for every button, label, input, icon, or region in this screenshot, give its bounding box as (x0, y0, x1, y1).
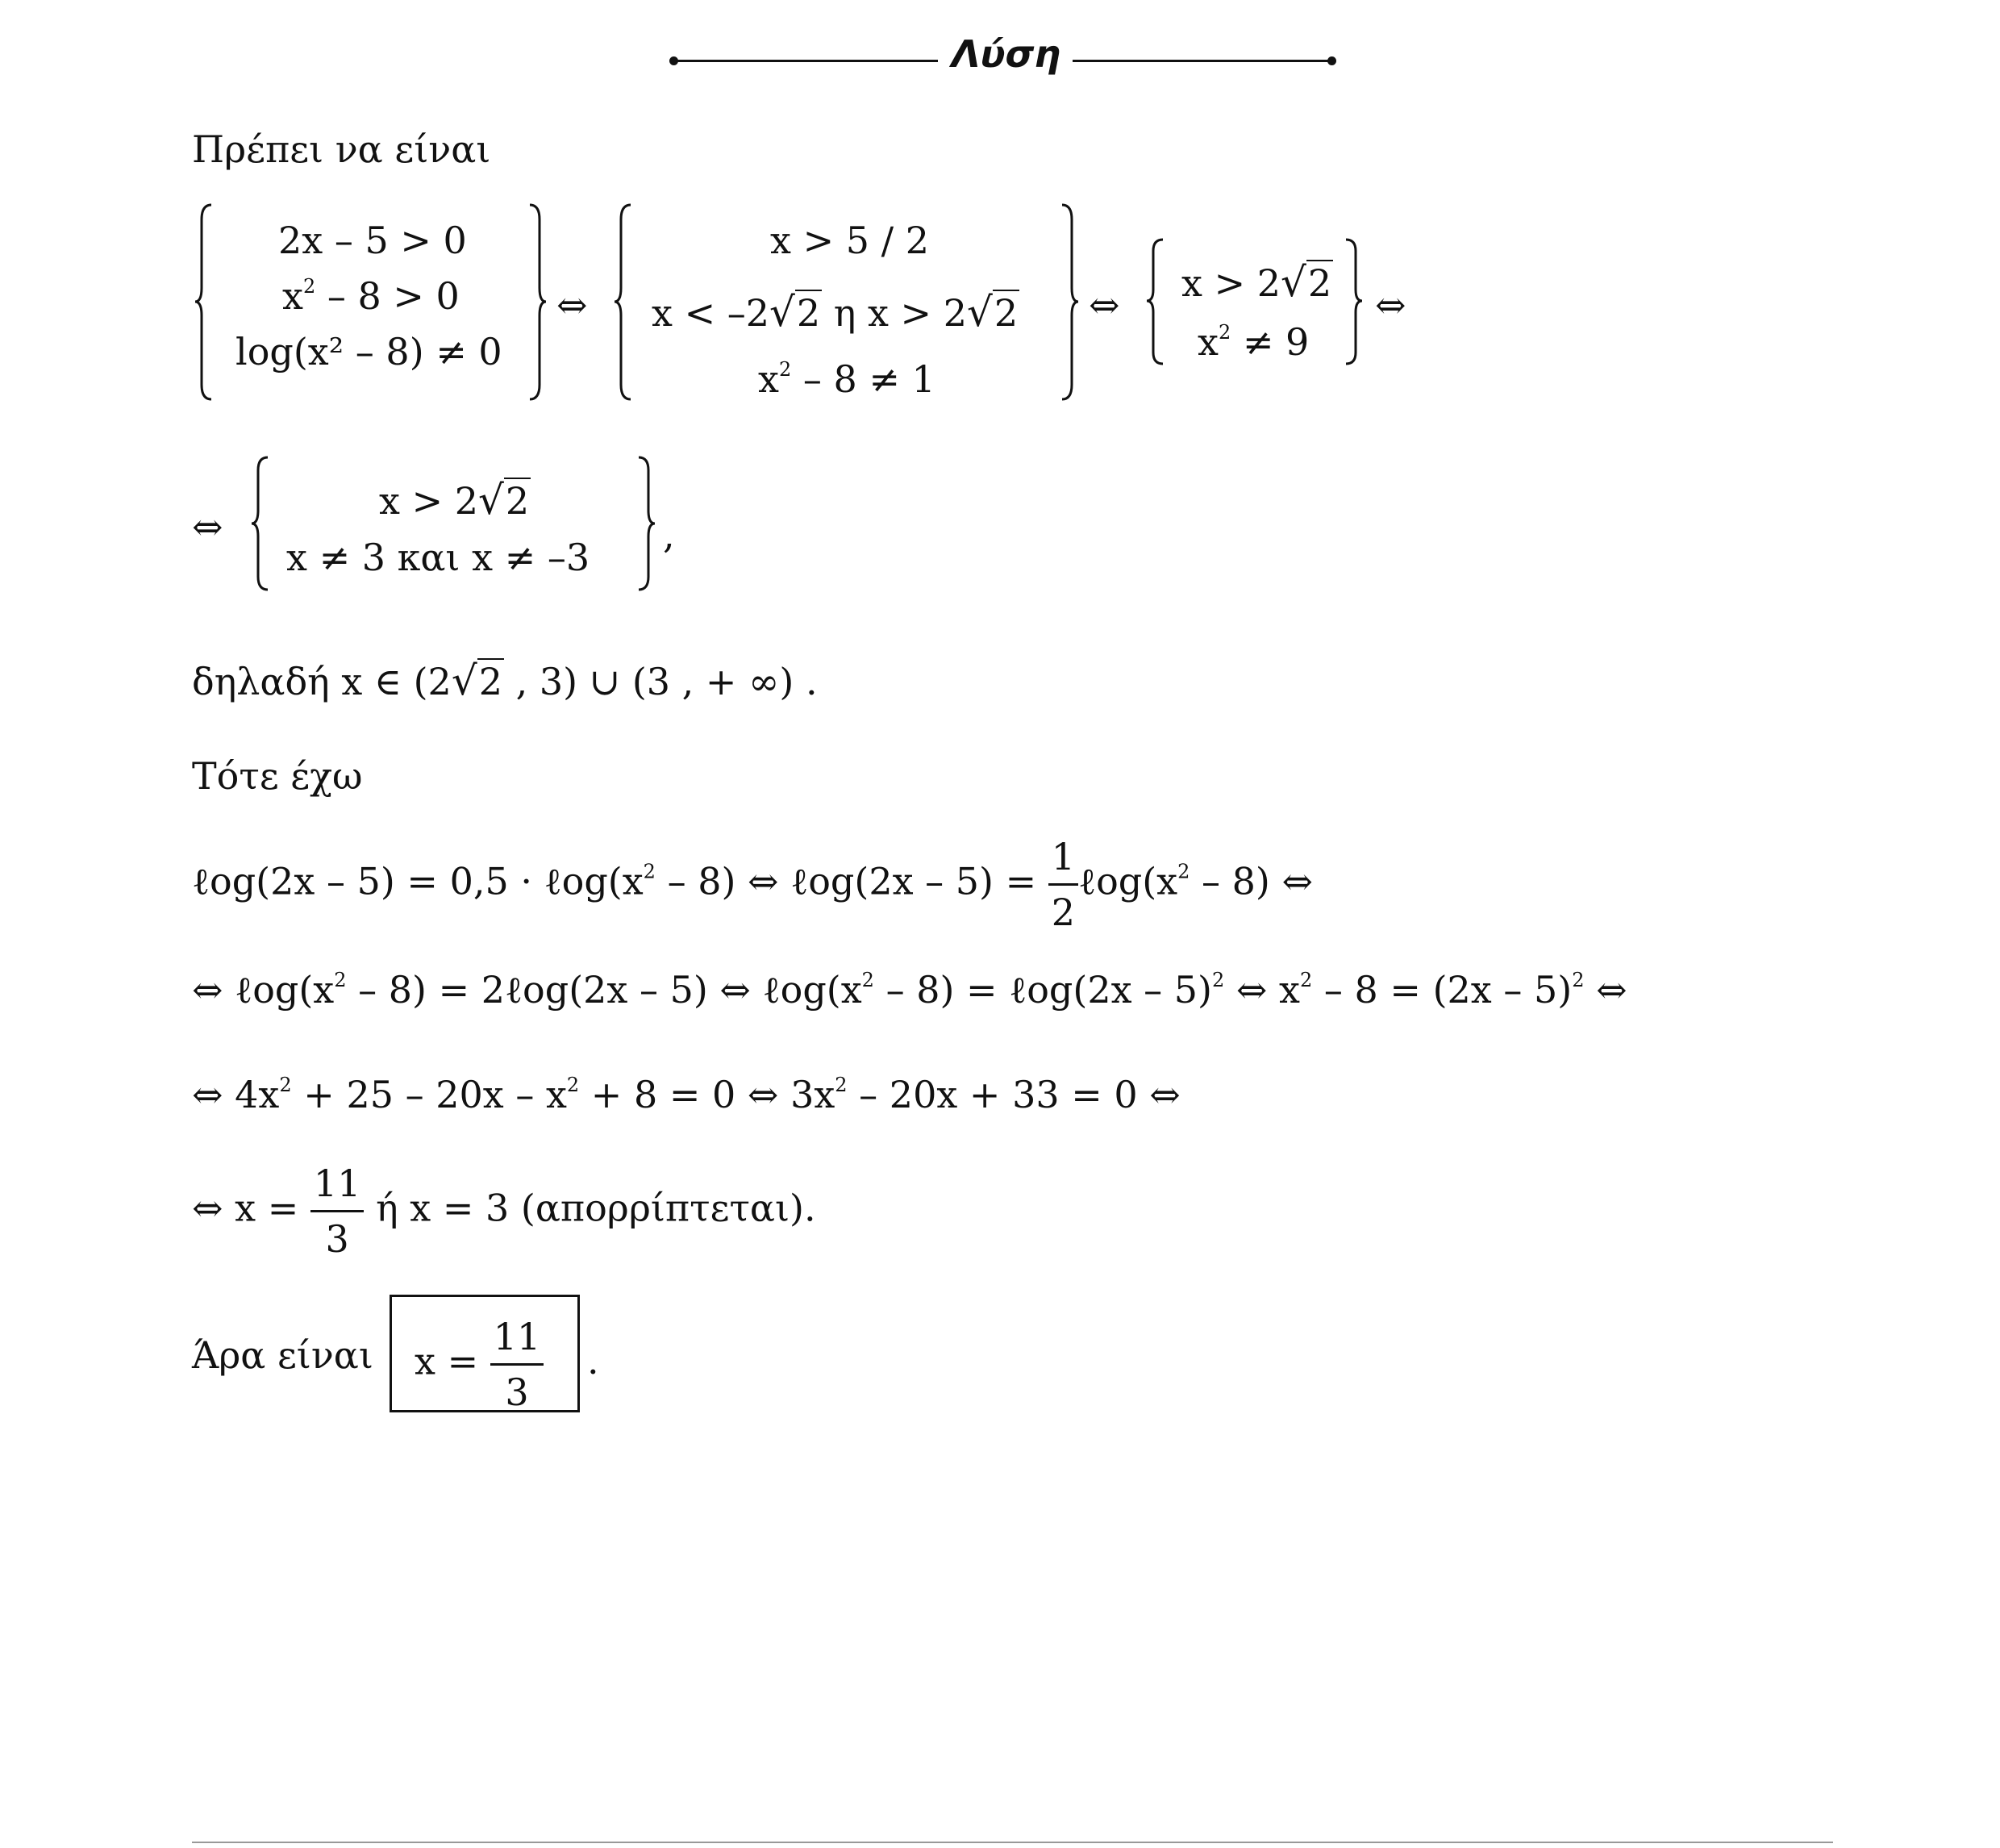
header-rule-left (676, 60, 938, 62)
sys1-a-row2: $x^2 - 8 > 0$ (282, 274, 460, 318)
answer-label: Άρα είναι (192, 1333, 373, 1377)
right-brace-3 (1344, 238, 1369, 367)
answer-period: . (587, 1339, 599, 1383)
header-rule-right (1073, 60, 1332, 62)
sys1-b-row2: x < –2√2 η x > 2√2 (652, 289, 1019, 336)
left-brace-3 (1145, 238, 1169, 367)
equation-4: ⇔ x = $\frac{11}{3}$ ή x = 3 (απορρίπτεται). (192, 1162, 816, 1261)
sys1-b-row1: x > 5 / 2 (770, 219, 930, 262)
sys1-a-row3: log(x² – 8) ≠ 0 (235, 330, 502, 373)
sys1-b-row3: $x^2 - 8 \ne 1$ (758, 357, 935, 401)
intro-text: Πρέπει να είναι (192, 127, 491, 171)
left-brace-4 (250, 456, 274, 593)
equation-3: ⇔ $4x^2 + 25 - 20x - x^2 + 8 = 0$ ⇔ $3x^2 - 20x + 33 = 0$ ⇔ (192, 1073, 1181, 1116)
right-brace-4 (637, 456, 661, 593)
footer-rule (192, 1842, 1833, 1843)
equation-2: ⇔ $\ell og(x^2 - 8)$ = 2ℓog(2x – 5) ⇔ $\ell og(x^2 - 8)$ = ℓog(2x – 5)$^2$ ⇔ $x^2 - 8 = (2x - 5)^2$ ⇔ (192, 968, 1627, 1012)
answer-box (390, 1295, 580, 1412)
equation-1: ℓog(2x – $5) = 0,5 \cdot \ell og(x^2 - 8)$ ⇔ ℓog(2x – 5) = $\frac{1}{2}$ $\ell og(x^2 - 8)$ ⇔ (192, 835, 1314, 934)
left-brace-1 (194, 203, 218, 401)
right-brace-1 (528, 203, 552, 401)
left-brace-2 (613, 203, 637, 401)
then-text: Τότε έχω (192, 754, 363, 798)
sys1-c-row2: $x^2 \ne 9$ (1198, 320, 1310, 364)
right-brace-2 (1060, 203, 1085, 401)
fraction-eleven-thirds: $\frac{11}{3}$ (310, 1162, 365, 1261)
section-title: Λύση (951, 32, 1061, 76)
sys1-a-row1: 2x – 5 > 0 (278, 219, 467, 262)
sys2-row1: x > 2√2 (379, 477, 530, 524)
domain-line: δηλαδή x ∈ (2√2 , 3) ∪ (3 , + ∞) . (192, 657, 818, 704)
answer-expression: x = $\frac{11}{3}$ (415, 1315, 544, 1414)
sys2-comma: , (663, 513, 675, 557)
equiv-4: ⇔ (192, 505, 223, 549)
section-header (669, 32, 1339, 89)
fraction-half: $\frac{1}{2}$ (1048, 835, 1078, 934)
answer-fraction: $\frac{11}{3}$ (490, 1315, 544, 1414)
equiv-2: ⇔ (1089, 283, 1120, 327)
equiv-1: ⇔ (556, 283, 588, 327)
header-dot-right (1327, 56, 1336, 65)
sys2-row2: x ≠ 3 και x ≠ –3 (286, 536, 590, 579)
equiv-3: ⇔ (1375, 283, 1406, 327)
sys1-c-row1: x > 2√2 (1181, 259, 1332, 306)
